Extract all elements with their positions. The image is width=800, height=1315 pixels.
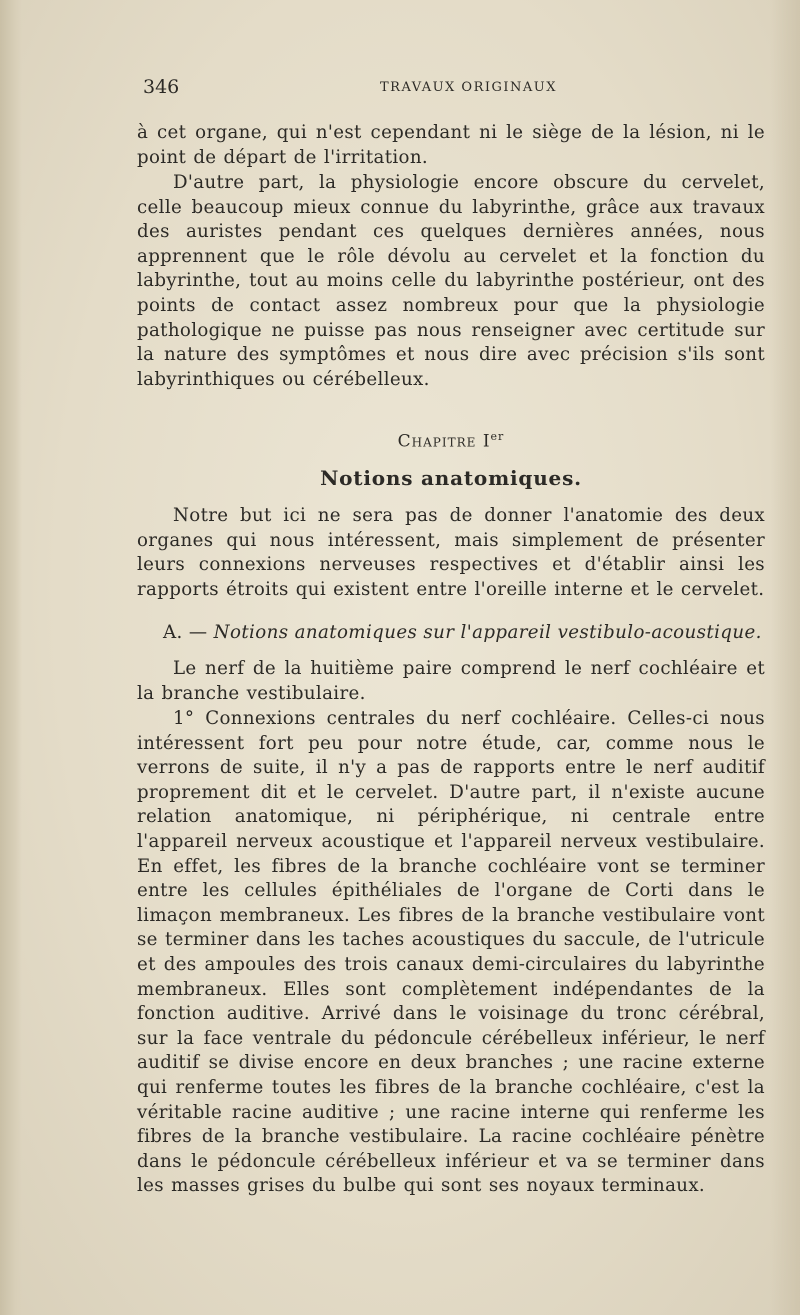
chapter-numeral-suffix: er [490, 430, 505, 443]
running-header [140, 76, 765, 102]
chapter-numeral: I [482, 431, 491, 452]
paragraph-connexions: 1° Connexions centrales du nerf cochléaire. Celles-ci nous intéressent fort peu pour notre étude, car, comme nous le verrons de suite, il n'y a pas de rapports entre le nerf auditif proprement dit et le cervelet. D'autre part, il n'existe aucune relation anatomique, ni périphérique, ni centrale entre l'appareil nerveux acoustique et l'appareil nerveux vestibulaire. En effet, les fibres de la branche cochléaire vont se terminer entre les cellules épithéliales de l'organe de Corti dans le limaçon membraneux. Les fibres de la branche vestibulaire vont se terminer dans les taches acoustiques du saccule, de l'utricule et des ampoules des trois canaux demi-circulaires du labyrinthe membraneux. Elles sont complètement indépendantes de la fonction auditive. Arrivé dans le voisinage du tronc cérébral, sur la face ventrale du pédoncule cérébelleux inférieur, le nerf auditif se divise encore en deux branches ; une racine externe qui renferme toutes les fibres de la branche cochléaire, c'est la véritable racine auditive ; une racine interne qui renferme les fibres de la branche vestibulaire. La racine cochléaire pénètre dans le pédoncule cérébelleux inférieur et va se terminer dans les masses grises du bulbe qui sont ses noyaux terminaux. [137, 708, 765, 1197]
running-title: TRAVAUX ORIGINAUX [380, 80, 558, 95]
paragraph-physiologie: D'autre part, la physiologie encore obscure du cervelet, celle beaucoup mieux connue du labyrinthe, grâce aux travaux des auristes pendant ces quelques dernières années, nous apprennent que le rôle dévolu au cervelet et la fonction du labyrinthe, tout au moins celle du labyrinthe postérieur, ont des points de contact assez nombreux pour que la physiologie pathologique ne puisse pas nous renseigner avec certitude sur la nature des symptômes et nous dire avec précision s'ils sont labyrinthiques ou cérébelleux. [137, 172, 765, 390]
chapter-heading [137, 430, 765, 452]
subsection-title: Notions anatomiques sur l'appareil vestibulo-acoustique. [213, 622, 762, 643]
section-title: Notions anatomiques. [320, 466, 582, 490]
page-left-shadow [0, 0, 22, 1315]
chapter-label: Chapitre [397, 431, 477, 452]
page-number: 346 [143, 76, 180, 98]
paragraph-nerf: Le nerf de la huitième paire comprend le nerf cochléaire et la branche vestibulaire. [137, 658, 765, 704]
paragraph-continuation: à cet organe, qui n'est cependant ni le siège de la lésion, ni le point de départ de l'irritation. [137, 122, 765, 168]
subsection-heading [163, 622, 763, 643]
subsection-prefix: A. — [163, 622, 214, 643]
page-right-shadow [770, 0, 800, 1315]
paragraph-but: Notre but ici ne sera pas de donner l'anatomie des deux organes qui nous intéressent, mais simplement de présenter leurs connexions nerveuses respectives et d'établir ainsi les rapports étroits qui existent entre l'oreille interne et le cervelet. [137, 505, 765, 600]
